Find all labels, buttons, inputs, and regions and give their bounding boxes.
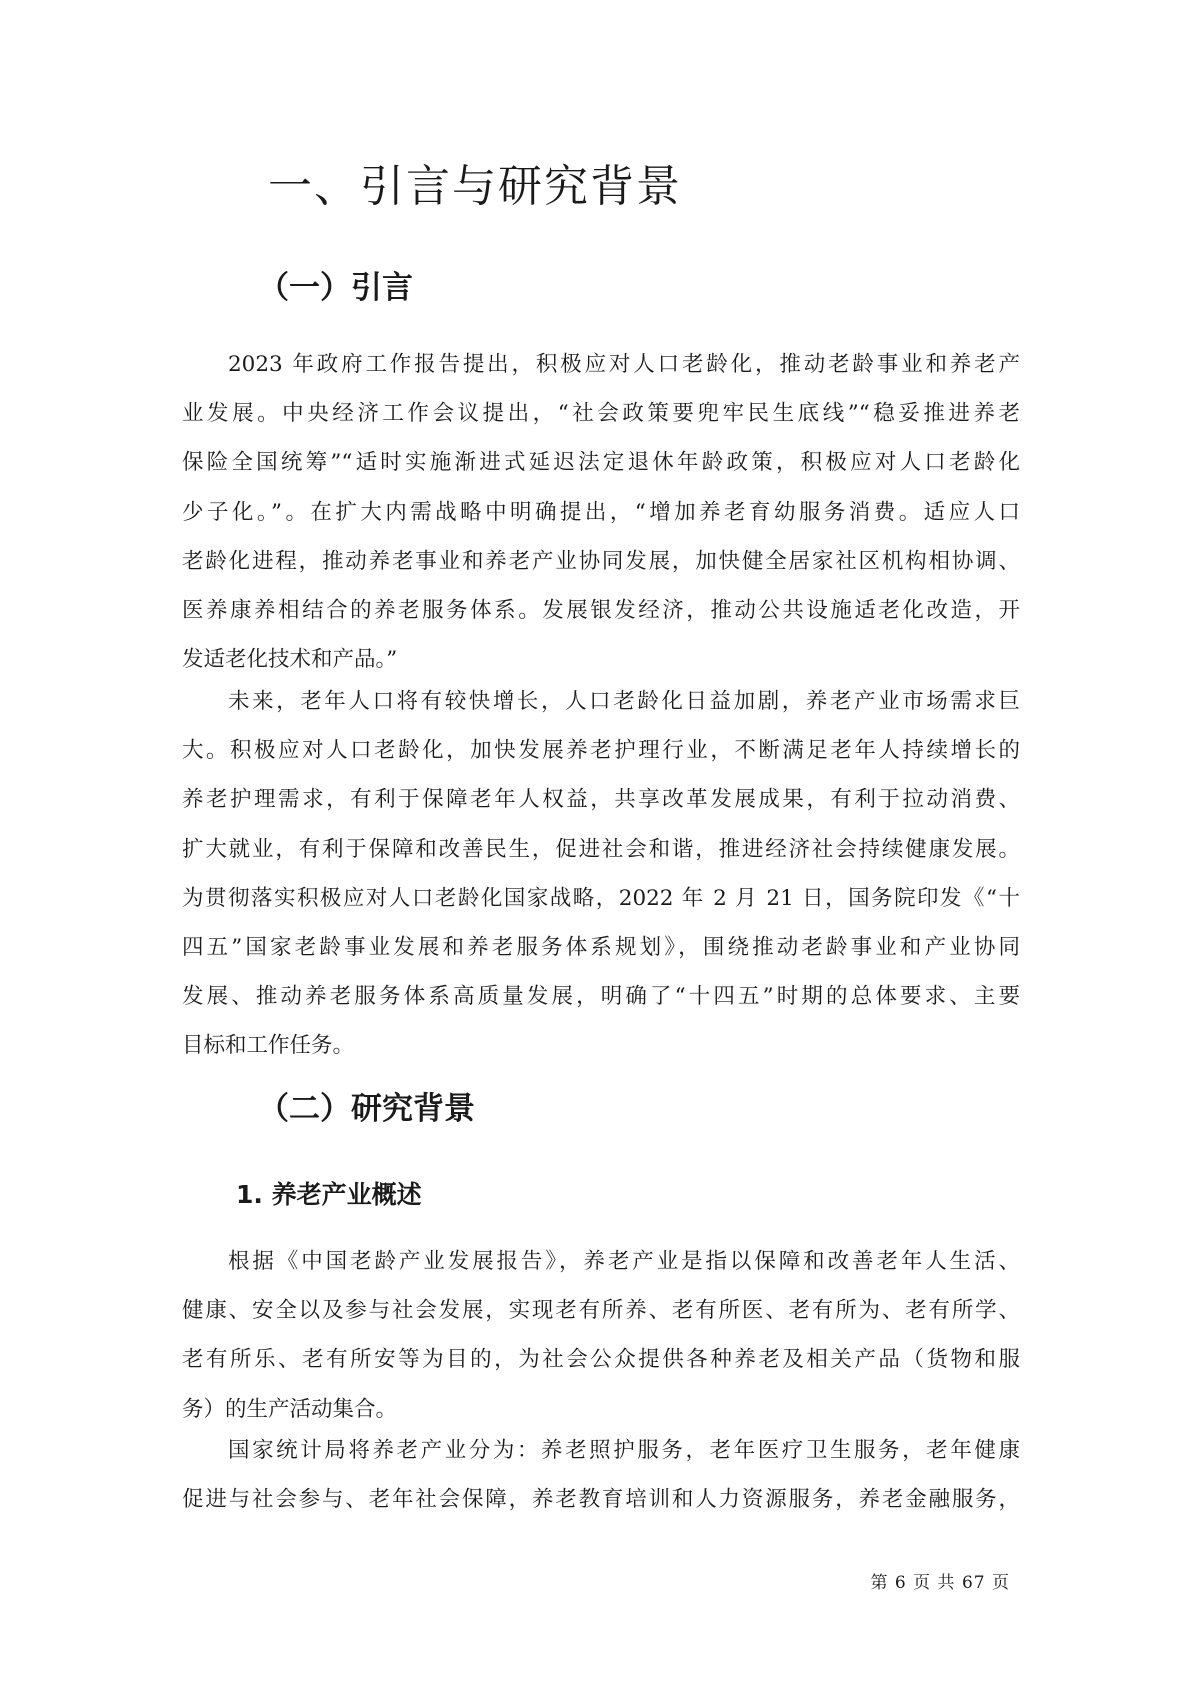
- subsection-heading-industry-overview: 1. 养老产业概述: [236, 1180, 422, 1209]
- text-line: 务）的生产活动集合。: [182, 1396, 398, 1422]
- text-line: 促进与社会参与、老年社会保障，养老教育培训和人力资源服务，养老金融服务，: [182, 1487, 1020, 1513]
- text-line: 医养康养相结合的养老服务体系。发展银发经济，推动公共设施适老化改造，开: [182, 597, 1020, 623]
- section-heading-background: （二）研究背景: [258, 1091, 475, 1127]
- background-paragraph-1: [182, 1237, 1020, 1434]
- text-line: 保险全国统筹”“适时实施渐进式延迟法定退休年龄政策，积极应对人口老龄化: [182, 450, 1020, 476]
- text-line: 发适老化技术和产品。”: [182, 647, 398, 673]
- text-line: 2023 年政府工作报告提出，积极应对人口老龄化，推动老龄事业和养老产: [228, 352, 1020, 377]
- text-line: 目标和工作任务。: [182, 1033, 355, 1059]
- text-line: 四五”国家老龄事业发展和养老服务体系规划》，围绕推动老龄事业和产业协同: [182, 934, 1020, 960]
- text-line: 发展、推动养老服务体系高质量发展，明确了“十四五”时期的总体要求、主要: [182, 984, 1020, 1010]
- text-line: 扩大就业，有利于保障和改善民生，促进社会和谐，推进经济社会持续健康发展。: [182, 836, 1020, 862]
- background-paragraph-2: [182, 1426, 1020, 1524]
- text-line: 为贯彻落实积极应对人口老龄化国家战略，2022 年 2 月 21 日，国务院印发《“十: [182, 885, 1020, 911]
- text-line: 业发展。中央经济工作会议提出，“社会政策要兜牢民生底线”“稳妥推进养老: [182, 401, 1020, 427]
- text-line: 健康、安全以及参与社会发展，实现老有所养、老有所医、老有所为、老有所学、: [182, 1298, 1020, 1324]
- intro-paragraph-2: [182, 677, 1020, 1071]
- text-line: 未来，老年人口将有较快增长，人口老龄化日益加剧，养老产业市场需求巨: [228, 689, 1020, 714]
- text-line: 老有所乐、老有所安等为目的，为社会公众提供各种养老及相关产品（货物和服: [182, 1347, 1020, 1373]
- text-line: 根据《中国老龄产业发展报告》，养老产业是指以保障和改善老年人生活、: [228, 1249, 1020, 1274]
- text-line: 老龄化进程，推动养老事业和养老产业协同发展，加快健全居家社区机构相协调、: [182, 548, 1020, 574]
- chapter-heading: 一、引言与研究背景: [268, 161, 682, 212]
- page-number: 第 6 页 共 67 页: [870, 1573, 1010, 1593]
- text-line: 少子化。”。在扩大内需战略中明确提出，“增加养老育幼服务消费。适应人口: [182, 499, 1020, 525]
- intro-paragraph-1: [182, 340, 1020, 684]
- text-line: 国家统计局将养老产业分为：养老照护服务，老年医疗卫生服务，老年健康: [228, 1438, 1020, 1463]
- text-line: 大。积极应对人口老龄化，加快发展养老护理行业，不断满足老年人持续增长的: [182, 738, 1020, 764]
- text-line: 养老护理需求，有利于保障老年人权益，共享改革发展成果，有利于拉动消费、: [182, 787, 1020, 813]
- section-heading-introduction: （一）引言: [258, 270, 413, 306]
